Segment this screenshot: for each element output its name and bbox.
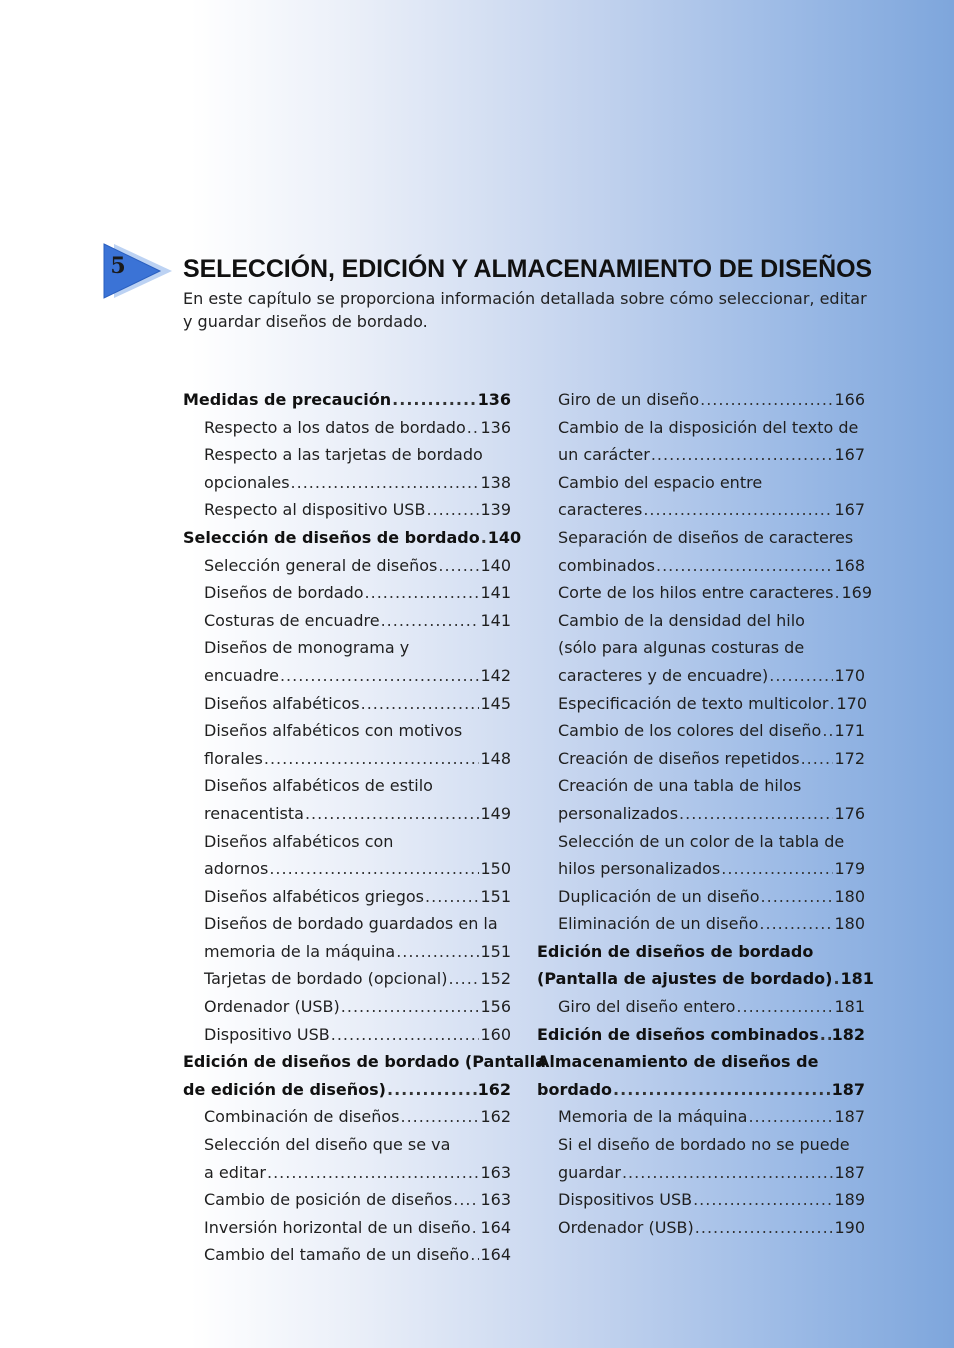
dot-leader <box>829 690 835 718</box>
toc-entry-title: (Pantalla de ajustes de bordado) <box>537 969 833 989</box>
toc-page-number: 187 <box>834 1107 865 1127</box>
toc-subsection-entry[interactable] <box>537 414 865 469</box>
toc-entry-title: Selección de un color de la tabla de <box>558 831 845 851</box>
toc-page-number: 140 <box>480 555 511 575</box>
toc-entry-line <box>204 965 511 993</box>
toc-entry-line <box>204 1159 511 1187</box>
toc-entry-line <box>537 938 865 966</box>
toc-entry-title: Si el diseño de bordado no se puede <box>558 1135 850 1155</box>
toc-subsection-entry[interactable] <box>183 717 511 772</box>
toc-entry-line <box>558 579 872 607</box>
toc-entry-title: Creación de diseños repetidos <box>558 748 800 768</box>
toc-entry-title: encuadre <box>204 665 279 685</box>
toc-subsection-entry[interactable] <box>537 717 865 745</box>
toc-entry-title: combinados <box>558 555 655 575</box>
dot-leader <box>365 579 480 607</box>
toc-subsection-entry[interactable] <box>537 1103 865 1131</box>
toc-page-number: 136 <box>480 417 511 437</box>
toc-entry-title: opcionales <box>204 472 290 492</box>
dot-leader <box>801 745 834 773</box>
toc-entry-title: Respecto a los datos de bordado <box>204 417 466 437</box>
toc-entry-title: Creación de una tabla de hilos <box>558 776 802 796</box>
toc-entry-title: hilos personalizados <box>558 859 721 879</box>
dot-leader <box>269 855 479 883</box>
toc-entry-title: Diseños alfabéticos griegos <box>204 886 425 906</box>
toc-entry-title: guardar <box>558 1162 621 1182</box>
toc-entry-line <box>204 1241 511 1269</box>
toc-entry-line <box>558 800 865 828</box>
toc-page-number: 140 <box>487 527 522 547</box>
dot-leader <box>700 386 833 414</box>
dot-leader <box>392 386 476 414</box>
toc-column-right <box>537 386 874 1241</box>
toc-entry-line <box>558 496 865 524</box>
toc-entry-title: a editar <box>204 1162 266 1182</box>
toc-entry-line <box>204 855 511 883</box>
toc-entry-title: Cambio del espacio entre <box>558 472 763 492</box>
toc-entry-line <box>558 745 865 773</box>
dot-leader <box>769 662 833 690</box>
dot-leader <box>267 1159 479 1187</box>
dot-leader <box>425 883 479 911</box>
toc-subsection-entry[interactable] <box>537 993 865 1021</box>
toc-entry-title: Diseños de monograma y <box>204 638 410 658</box>
dot-leader <box>291 469 480 497</box>
toc-entry-title: Diseños alfabéticos de estilo <box>204 776 433 796</box>
toc-entry-title: Edición de diseños combinados <box>537 1024 819 1044</box>
dot-leader <box>426 496 479 524</box>
toc-page-number: 181 <box>840 969 874 989</box>
toc-subsection-entry[interactable] <box>537 910 865 938</box>
toc-page-number: 142 <box>480 665 511 685</box>
toc-entry-title: Medidas de precaución <box>183 390 392 409</box>
toc-entry-title: Tarjetas de bordado (opcional) <box>204 969 448 989</box>
toc-subsection-entry[interactable] <box>537 469 865 524</box>
toc-entry-title: Diseños alfabéticos con <box>204 831 394 851</box>
toc-page-number: 171 <box>834 721 865 741</box>
toc-entry-line <box>204 414 511 442</box>
toc-entry-line <box>204 745 511 773</box>
toc-subsection-entry[interactable] <box>537 883 865 911</box>
toc-entry-line <box>558 883 865 911</box>
toc-page-number: 182 <box>831 1024 865 1044</box>
toc-entry-title: Diseños alfabéticos con motivos <box>204 721 463 741</box>
toc-entry-line <box>558 717 865 745</box>
toc-entry-title: Giro de un diseño <box>558 390 700 409</box>
dot-leader <box>361 690 480 718</box>
dot-leader <box>833 965 839 993</box>
dot-leader <box>613 1076 831 1104</box>
dot-leader <box>280 662 480 690</box>
dot-leader <box>481 524 487 552</box>
toc-entry-line <box>558 1186 865 1214</box>
dot-leader <box>400 1103 479 1131</box>
toc-entry-title: Giro del diseño entero <box>558 997 736 1017</box>
toc-page-number: 151 <box>480 941 511 961</box>
dot-leader <box>448 965 479 993</box>
toc-entry-title: Cambio de los colores del diseño <box>558 721 822 741</box>
toc-page-number: 162 <box>477 1079 511 1099</box>
toc-entry-title: bordado <box>537 1079 613 1099</box>
toc-entry-line <box>558 1159 865 1187</box>
toc-entry-title: Eliminación de un diseño <box>558 914 759 934</box>
dot-leader <box>331 1021 480 1049</box>
toc-entry-title: florales <box>204 748 263 768</box>
toc-entry-title: (sólo para algunas costuras de <box>558 638 805 658</box>
toc-entry-line <box>204 772 511 800</box>
toc-page-number: 160 <box>480 1024 511 1044</box>
toc-entry-line <box>204 607 511 635</box>
dot-leader <box>693 1186 833 1214</box>
toc-page-number: 166 <box>834 390 865 409</box>
toc-entry-title: Separación de diseños de caracteres <box>558 527 854 547</box>
toc-entry-title: Edición de diseños de bordado <box>537 941 814 961</box>
toc-entry-line <box>204 883 511 911</box>
toc-page-number: 167 <box>834 445 865 465</box>
toc-entry-title: Cambio de la densidad del hilo <box>558 610 805 630</box>
toc-entry-line <box>204 579 511 607</box>
toc-entry-title: personalizados <box>558 803 679 823</box>
toc-column-left <box>183 386 546 1269</box>
dot-leader <box>438 552 479 580</box>
toc-entry-line <box>558 662 865 690</box>
toc-entry-line <box>204 1131 511 1159</box>
toc-entry-line <box>204 717 511 745</box>
toc-page-number: 149 <box>480 803 511 823</box>
toc-section-entry[interactable] <box>537 1048 865 1103</box>
toc-subsection-entry[interactable] <box>183 441 511 496</box>
toc-entry-line <box>204 1186 511 1214</box>
toc-page-number: 163 <box>480 1162 511 1182</box>
toc-page-number: 190 <box>834 1217 865 1237</box>
toc-page-number: 187 <box>831 1079 865 1099</box>
toc-subsection-entry[interactable] <box>183 579 511 607</box>
toc-entry-title: Corte de los hilos entre caracteres <box>558 583 834 603</box>
dot-leader <box>396 938 479 966</box>
toc-entry-title: Dispositivos USB <box>558 1190 693 1210</box>
toc-entry-line <box>537 1021 865 1049</box>
toc-entry-line <box>204 828 511 856</box>
toc-entry-line <box>558 469 865 497</box>
toc-page-number: 162 <box>480 1107 511 1127</box>
toc-page-number: 145 <box>480 693 511 713</box>
dot-leader <box>643 496 833 524</box>
toc-entry-line <box>558 441 865 469</box>
toc-entry-title: caracteres y de encuadre) <box>558 665 769 685</box>
dot-leader <box>264 745 480 773</box>
dot-leader <box>467 414 480 442</box>
chapter-title: SELECCIÓN, EDICIÓN Y ALMACENAMIENTO DE DISEÑOS <box>183 255 873 283</box>
toc-entry-line <box>558 524 865 552</box>
toc-page-number: 167 <box>834 500 865 520</box>
toc-page-number: 156 <box>480 997 511 1017</box>
toc-entry-title: Especificación de texto multicolor <box>558 693 829 713</box>
toc-subsection-entry[interactable] <box>183 883 511 911</box>
toc-page-number: 180 <box>834 886 865 906</box>
toc-entry-title: Costuras de encuadre <box>204 610 380 630</box>
toc-entry-line <box>204 662 511 690</box>
dot-leader <box>651 441 834 469</box>
toc-entry-line <box>558 828 865 856</box>
dot-leader <box>387 1076 477 1104</box>
toc-page-number: 168 <box>834 555 865 575</box>
toc-subsection-entry[interactable] <box>183 496 511 524</box>
toc-entry-line <box>204 910 511 938</box>
toc-entry-title: Cambio de la disposición del texto de <box>558 417 859 437</box>
toc-page-number: 136 <box>477 390 511 409</box>
dot-leader <box>679 800 833 828</box>
dot-leader <box>761 883 834 911</box>
toc-entry-line <box>558 690 865 718</box>
toc-subsection-entry[interactable] <box>183 1214 511 1242</box>
toc-entry-line <box>558 1214 865 1242</box>
toc-entry-line <box>204 552 511 580</box>
toc-page-number: 139 <box>480 500 511 520</box>
toc-entry-title: Selección general de diseños <box>204 555 438 575</box>
toc-entry-line <box>537 1076 865 1104</box>
toc-entry-title: Respecto a las tarjetas de bordado <box>204 445 483 465</box>
toc-page-number: 181 <box>834 997 865 1017</box>
toc-entry-line <box>558 1131 865 1159</box>
toc-entry-title: Combinación de diseños <box>204 1107 400 1127</box>
chapter-number: 5 <box>110 253 126 279</box>
toc-subsection-entry[interactable] <box>183 1131 511 1186</box>
toc-entry-title: Dispositivo USB <box>204 1024 330 1044</box>
toc-subsection-entry[interactable] <box>537 772 865 827</box>
toc-entry-line <box>204 496 511 524</box>
toc-page-number: 170 <box>834 665 865 685</box>
toc-subsection-entry[interactable] <box>537 386 865 414</box>
toc-page-number: 164 <box>480 1217 511 1237</box>
toc-entry-line <box>204 690 511 718</box>
chapter-intro: En este capítulo se proporciona información detallada sobre cómo seleccionar, editar y guardar diseños de bordado. <box>183 289 867 331</box>
dot-leader <box>305 800 480 828</box>
toc-section-entry[interactable] <box>537 1021 865 1049</box>
toc-page-number: 163 <box>480 1190 511 1210</box>
toc-subsection-entry[interactable] <box>183 993 511 1021</box>
toc-page-number: 172 <box>834 748 865 768</box>
toc-section-entry[interactable] <box>183 386 511 414</box>
toc-page-number: 187 <box>834 1162 865 1182</box>
toc-entry-line <box>204 1021 511 1049</box>
toc-page-number: 169 <box>841 583 872 603</box>
dot-leader <box>748 1103 833 1131</box>
toc-subsection-entry[interactable] <box>537 579 872 607</box>
toc-entry-line <box>558 1103 865 1131</box>
toc-page-number: 179 <box>834 859 865 879</box>
toc-subsection-entry[interactable] <box>183 772 511 827</box>
toc-subsection-entry[interactable] <box>537 828 865 883</box>
toc-entry-line <box>204 800 511 828</box>
toc-page-number: 150 <box>480 859 511 879</box>
toc-entry-title: Respecto al dispositivo USB <box>204 500 426 520</box>
dot-leader <box>453 1186 479 1214</box>
dot-leader <box>721 855 833 883</box>
toc-entry-line <box>558 386 865 414</box>
toc-page-number: 189 <box>834 1190 865 1210</box>
toc-subsection-entry[interactable] <box>183 1186 511 1214</box>
toc-entry-title: Selección del diseño que se va <box>204 1135 451 1155</box>
toc-entry-title: Ordenador (USB) <box>558 1217 694 1237</box>
toc-page-number: 141 <box>480 610 511 630</box>
toc-page-number: 170 <box>836 693 867 713</box>
dot-leader <box>759 910 833 938</box>
toc-entry-title: memoria de la máquina <box>204 941 396 961</box>
toc-subsection-entry[interactable] <box>537 1214 865 1242</box>
toc-entry-title: Inversión horizontal de un diseño <box>204 1217 471 1237</box>
toc-subsection-entry[interactable] <box>183 1241 511 1269</box>
toc-subsection-entry[interactable] <box>183 965 511 993</box>
toc-entry-line <box>204 1103 511 1131</box>
toc-section-entry[interactable] <box>183 1048 546 1103</box>
toc-page-number: 164 <box>480 1245 511 1265</box>
toc-subsection-entry[interactable] <box>537 524 865 579</box>
toc-subsection-entry[interactable] <box>183 1103 511 1131</box>
toc-entry-line <box>558 772 865 800</box>
toc-entry-title: un carácter <box>558 445 650 465</box>
toc-page-number: 141 <box>480 583 511 603</box>
toc-entry-line <box>204 1214 511 1242</box>
toc-entry-line <box>204 634 511 662</box>
toc-subsection-entry[interactable] <box>183 552 511 580</box>
toc-entry-title: Cambio del tamaño de un diseño <box>204 1245 470 1265</box>
toc-page-number: 180 <box>834 914 865 934</box>
dot-leader <box>656 552 833 580</box>
toc-page-number: 138 <box>480 472 511 492</box>
toc-subsection-entry[interactable] <box>183 414 511 442</box>
toc-entry-line <box>558 552 865 580</box>
toc-page-number: 148 <box>480 748 511 768</box>
toc-entry-title: de edición de diseños) <box>183 1079 386 1099</box>
toc-entry-title: adornos <box>204 859 269 879</box>
toc-entry-line <box>558 910 865 938</box>
dot-leader <box>341 993 480 1021</box>
toc-entry-title: Edición de diseños de bordado (Pantalla <box>183 1052 546 1072</box>
toc-subsection-entry[interactable] <box>183 690 511 718</box>
toc-entry-line <box>183 386 511 414</box>
toc-entry-line <box>558 414 865 442</box>
toc-subsection-entry[interactable] <box>537 1131 865 1186</box>
toc-entry-title: caracteres <box>558 500 643 520</box>
dot-leader <box>381 607 480 635</box>
dot-leader <box>695 1214 834 1242</box>
toc-page-number: 152 <box>480 969 511 989</box>
dot-leader <box>736 993 833 1021</box>
toc-entry-line <box>183 1076 511 1104</box>
toc-entry-line <box>204 469 511 497</box>
toc-entry-line <box>183 524 522 552</box>
dot-leader <box>820 1021 831 1049</box>
toc-entry-title: Duplicación de un diseño <box>558 886 760 906</box>
toc-entry-line <box>558 607 865 635</box>
dot-leader <box>470 1241 479 1269</box>
toc-subsection-entry[interactable] <box>183 910 511 965</box>
toc-entry-line <box>204 938 511 966</box>
toc-entry-line <box>537 965 874 993</box>
toc-subsection-entry[interactable] <box>183 607 511 635</box>
toc-subsection-entry[interactable] <box>183 828 511 883</box>
toc-section-entry[interactable] <box>537 938 874 993</box>
toc-entry-title: Diseños de bordado guardados en la <box>204 914 498 934</box>
toc-entry-line <box>204 993 511 1021</box>
toc-entry-title: Memoria de la máquina <box>558 1107 748 1127</box>
toc-section-entry[interactable] <box>183 524 522 552</box>
dot-leader <box>822 717 833 745</box>
toc-entry-title: Ordenador (USB) <box>204 997 340 1017</box>
toc-entry-title: Diseños de bordado <box>204 583 364 603</box>
toc-entry-title: Diseños alfabéticos <box>204 693 360 713</box>
dot-leader <box>472 1214 480 1242</box>
toc-subsection-entry[interactable] <box>537 1186 865 1214</box>
toc-entry-title: renacentista <box>204 803 304 823</box>
dot-leader <box>622 1159 834 1187</box>
toc-entry-title: Cambio de posición de diseños <box>204 1190 453 1210</box>
toc-page-number: 176 <box>834 803 865 823</box>
toc-entry-line <box>204 441 511 469</box>
toc-subsection-entry[interactable] <box>537 745 865 773</box>
toc-entry-line <box>558 855 865 883</box>
toc-entry-line <box>558 634 865 662</box>
toc-entry-line <box>183 1048 546 1076</box>
toc-entry-title: Selección de diseños de bordado <box>183 527 480 547</box>
toc-subsection-entry[interactable] <box>537 607 865 690</box>
toc-subsection-entry[interactable] <box>183 634 511 689</box>
dot-leader <box>834 579 840 607</box>
toc-subsection-entry[interactable] <box>537 690 865 718</box>
toc-entry-line <box>537 1048 865 1076</box>
toc-entry-line <box>558 993 865 1021</box>
toc-page-number: 151 <box>480 886 511 906</box>
toc-subsection-entry[interactable] <box>183 1021 511 1049</box>
toc-entry-title: Almacenamiento de diseños de <box>537 1052 819 1072</box>
